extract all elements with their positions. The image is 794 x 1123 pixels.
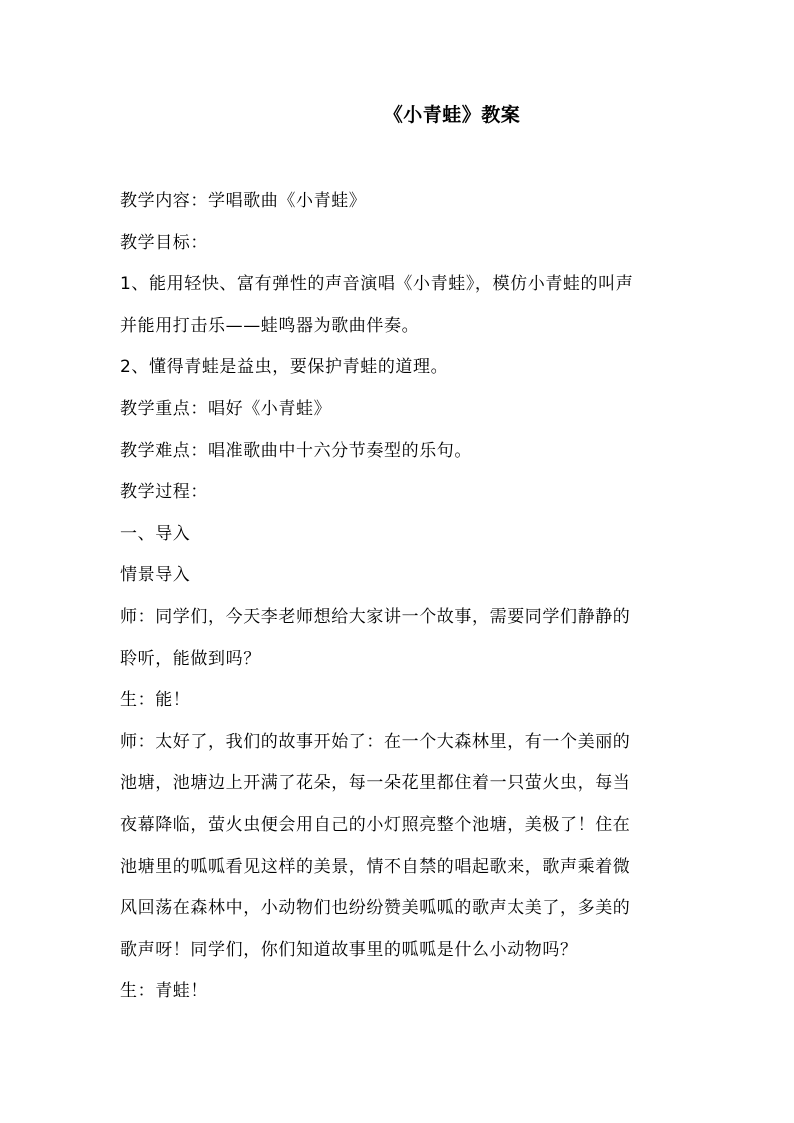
dialogue-line: 池塘里的呱呱看见这样的美景，情不自禁的唱起歌来，歌声乘着微 bbox=[120, 856, 631, 877]
document-body bbox=[120, 186, 680, 1018]
dialogue-line: 师：太好了，我们的故事开始了：在一个大森林里，有一个美丽的 bbox=[120, 731, 631, 752]
key-point-line: 教学重点：唱好《小青蛙》 bbox=[120, 398, 332, 419]
difficult-point-line: 教学难点：唱准歌曲中十六分节奏型的乐句。 bbox=[120, 440, 472, 461]
content-line: 教学内容：学唱歌曲《小青蛙》 bbox=[120, 191, 367, 211]
dialogue-line: 风回荡在森林中，小动物们也纷纷赞美呱呱的歌声太美了，多美的 bbox=[120, 898, 631, 919]
process-heading: 教学过程： bbox=[120, 482, 208, 503]
document-title: 《小青蛙》教案 bbox=[383, 104, 521, 126]
objectives-heading: 教学目标： bbox=[120, 232, 208, 253]
objective-1-continued-line: 并能用打击乐——蛙鸣器为歌曲伴奏。 bbox=[120, 315, 420, 336]
dialogue-line: 歌声呀！同学们，你们知道故事里的呱呱是什么小动物吗？ bbox=[120, 939, 578, 960]
dialogue-line: 师：同学们，今天李老师想给大家讲一个故事，需要同学们静静的 bbox=[120, 606, 631, 627]
subsection-heading: 情景导入 bbox=[120, 565, 191, 586]
dialogue-line: 夜幕降临，萤火虫便会用自己的小灯照亮整个池塘，美极了！住在 bbox=[120, 814, 631, 835]
dialogue-line: 生：青蛙！ bbox=[120, 981, 208, 1002]
dialogue-line: 聆听，能做到吗？ bbox=[120, 648, 261, 669]
objective-2-line: 2、懂得青蛙是益虫，要保护青蛙的道理。 bbox=[120, 357, 449, 378]
dialogue-line: 池塘，池塘边上开满了花朵，每一朵花里都住着一只萤火虫，每当 bbox=[120, 773, 631, 794]
dialogue-line: 生：能！ bbox=[120, 690, 191, 711]
objective-1-line: 1、能用轻快、富有弹性的声音演唱《小青蛙》，模仿小青蛙的叫声 bbox=[120, 274, 634, 295]
section-1-heading: 一、导入 bbox=[120, 523, 191, 544]
